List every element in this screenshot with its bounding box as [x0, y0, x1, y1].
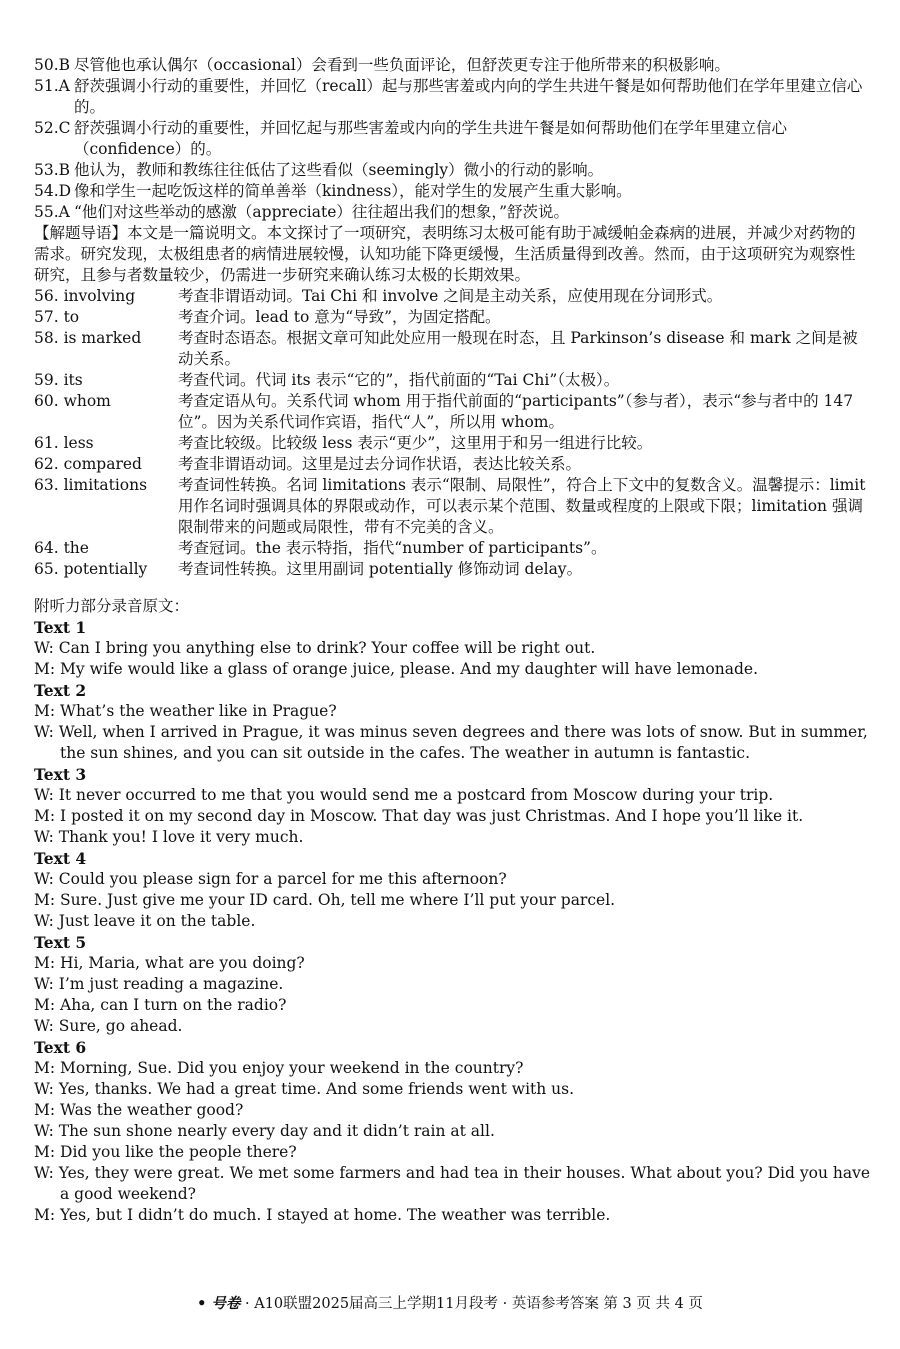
answer-explanation: 舒茨强调小行动的重要性，并回忆（recall）起与那些害羞或内向的学生共进午餐是如何帮助他们在学年里建立信心的。 — [74, 77, 863, 116]
transcript-line: W: Can I bring you anything else to drink? Your coffee will be right out. — [34, 639, 596, 657]
transcript-heading: Text 3 — [34, 765, 87, 784]
transcript-heading: Text 2 — [34, 681, 87, 700]
grammar-item — [34, 538, 870, 559]
grammar-answer: 58. is marked — [34, 329, 142, 347]
grammar-item — [34, 307, 870, 328]
grammar-answer: 62. compared — [34, 455, 142, 473]
transcript-line: W: Sure, go ahead. — [34, 1017, 183, 1035]
answer-item — [34, 202, 870, 223]
answer-number: 53.B — [34, 161, 71, 179]
grammar-answer: 57. to — [34, 308, 80, 326]
grammar-explanation: 考查比较级。比较级 less 表示“更少”，这里用于和另一组进行比较。 — [178, 434, 653, 452]
transcript-line: M: My wife would like a glass of orange juice, please. And my daughter will have lemonade. — [34, 660, 759, 678]
passage-guide: 【解题导语】本文是一篇说明文。本文探讨了一项研究，表明练习太极可能有助于减缓帕金森病的进展，并减少对药物的需求。研究发现，太极组患者的病情进展较慢，认知功能下降更缓慢，生活质量得到改善。然而，由于这项研究为观察性研究，且参与者数量较少，仍需进一步研究来确认练习太极的长期效果。 — [34, 224, 856, 284]
footer-text: · A10联盟2025届高三上学期11月段考 · 英语参考答案 第 3 页 共 4 页 — [240, 1296, 703, 1312]
grammar-answer-list — [34, 286, 870, 580]
answer-number: 55.A — [34, 203, 70, 221]
answer-number: 52.C — [34, 119, 71, 137]
transcript-line: W: It never occurred to me that you would send me a postcard from Moscow during your trip. — [34, 786, 774, 804]
transcript-line: W: Just leave it on the table. — [34, 912, 256, 930]
listening-transcript — [34, 617, 870, 1226]
grammar-answer: 60. whom — [34, 392, 111, 410]
answer-item — [34, 76, 870, 118]
grammar-answer: 56. involving — [34, 287, 136, 305]
answer-list — [34, 55, 870, 223]
transcript-line: M: Aha, can I turn on the radio? — [34, 996, 287, 1014]
answer-explanation: “他们对这些举动的感激（appreciate）往往超出我们的想象，”舒茨说。 — [74, 203, 570, 221]
transcript-line: M: What’s the weather like in Prague? — [34, 702, 337, 720]
document-page — [34, 55, 870, 1226]
grammar-explanation: 考查非谓语动词。这里是过去分词作状语，表达比较关系。 — [178, 455, 582, 473]
transcript-line: W: The sun shone nearly every day and it didn’t rain at all. — [34, 1122, 495, 1140]
grammar-explanation: 考查冠词。the 表示特指，指代“number of participants”。 — [178, 539, 607, 557]
transcript-line: M: Sure. Just give me your ID card. Oh, tell me where I’ll put your parcel. — [34, 891, 616, 909]
grammar-explanation: 考查时态语态。根据文章可知此处应用一般现在时态，且 Parkinson’s disease 和 mark 之间是被动关系。 — [178, 329, 858, 368]
grammar-item — [34, 328, 870, 370]
answer-explanation: 舒茨强调小行动的重要性，并回忆起与那些害羞或内向的学生共进午餐是如何帮助他们在学年里建立信心（confidence）的。 — [74, 119, 788, 158]
transcript-line: W: Could you please sign for a parcel for me this afternoon? — [34, 870, 507, 888]
grammar-item — [34, 433, 870, 454]
answer-explanation: 尽管他也承认偶尔（occasional）会看到一些负面评论，但舒茨更专注于他所带来的积极影响。 — [74, 56, 730, 74]
grammar-item — [34, 454, 870, 475]
transcript-line: W: Thank you! I love it very much. — [34, 828, 304, 846]
transcript-line: M: Morning, Sue. Did you enjoy your weekend in the country? — [34, 1059, 524, 1077]
answer-explanation: 他认为，教师和教练往往低估了这些看似（seemingly）微小的行动的影响。 — [74, 161, 604, 179]
grammar-answer: 63. limitations — [34, 476, 148, 494]
transcript-line: W: Yes, thanks. We had a great time. And some friends went with us. — [34, 1080, 575, 1098]
grammar-item — [34, 391, 870, 433]
transcript-line: W: Yes, they were great. We met some farmers and had tea in their houses. What about you? Did you have a good weekend? — [34, 1164, 871, 1203]
listening-section-title: 附听力部分录音原文： — [34, 597, 190, 615]
grammar-explanation: 考查非谓语动词。Tai Chi 和 involve 之间是主动关系，应使用现在分词形式。 — [178, 287, 723, 305]
grammar-item — [34, 559, 870, 580]
transcript-heading: Text 5 — [34, 933, 87, 952]
answer-number: 50.B — [34, 56, 71, 74]
transcript-line: M: Yes, but I didn’t do much. I stayed at home. The weather was terrible. — [34, 1206, 611, 1224]
answer-item — [34, 181, 870, 202]
grammar-item — [34, 286, 870, 307]
publisher-logo: • 号卷 — [197, 1295, 241, 1312]
answer-number: 51.A — [34, 77, 70, 95]
grammar-answer: 64. the — [34, 539, 89, 557]
answer-explanation: 像和学生一起吃饭这样的简单善举（kindness），能对学生的发展产生重大影响。 — [74, 182, 632, 200]
transcript-heading: Text 6 — [34, 1038, 87, 1057]
grammar-explanation: 考查代词。代词 its 表示“它的”，指代前面的“Tai Chi”（太极）。 — [178, 371, 620, 389]
grammar-explanation: 考查词性转换。这里用副词 potentially 修饰动词 delay。 — [178, 560, 583, 578]
transcript-heading: Text 4 — [34, 849, 87, 868]
grammar-explanation: 考查词性转换。名词 limitations 表示“限制、局限性”，符合上下文中的复数含义。温馨提示：limit 用作名词时强调具体的界限或动作，可以表示某个范围、数量或程度的上限或下限；limitation 强调限制带来的问题或局限性，带有不完美的含义。 — [178, 476, 866, 536]
transcript-heading: Text 1 — [34, 618, 87, 637]
transcript-line: M: Did you like the people there? — [34, 1143, 297, 1161]
grammar-answer: 61. less — [34, 434, 94, 452]
grammar-item — [34, 475, 870, 538]
answer-number: 54.D — [34, 182, 72, 200]
transcript-line: W: I’m just reading a magazine. — [34, 975, 284, 993]
grammar-explanation: 考查介词。lead to 意为“导致”，为固定搭配。 — [178, 308, 501, 326]
answer-item — [34, 160, 870, 181]
grammar-answer: 59. its — [34, 371, 83, 389]
grammar-item — [34, 370, 870, 391]
grammar-answer: 65. potentially — [34, 560, 148, 578]
transcript-line: W: Well, when I arrived in Prague, it was minus seven degrees and there was lots of snow. But in summer, the sun shines, and you can sit outside in the cafes. The weather in autumn is fantastic. — [34, 723, 868, 762]
answer-item — [34, 118, 870, 160]
page-footer — [0, 1293, 900, 1315]
transcript-line: M: Was the weather good? — [34, 1101, 244, 1119]
transcript-line: M: I posted it on my second day in Moscow. That day was just Christmas. And I hope you’ll like it. — [34, 807, 804, 825]
grammar-explanation: 考查定语从句。关系代词 whom 用于指代前面的“participants”（参与者），表示“参与者中的 147 位”。因为关系代词作宾语，指代“人”，所以用 whom。 — [178, 392, 854, 431]
transcript-line: M: Hi, Maria, what are you doing? — [34, 954, 305, 972]
answer-item — [34, 55, 870, 76]
